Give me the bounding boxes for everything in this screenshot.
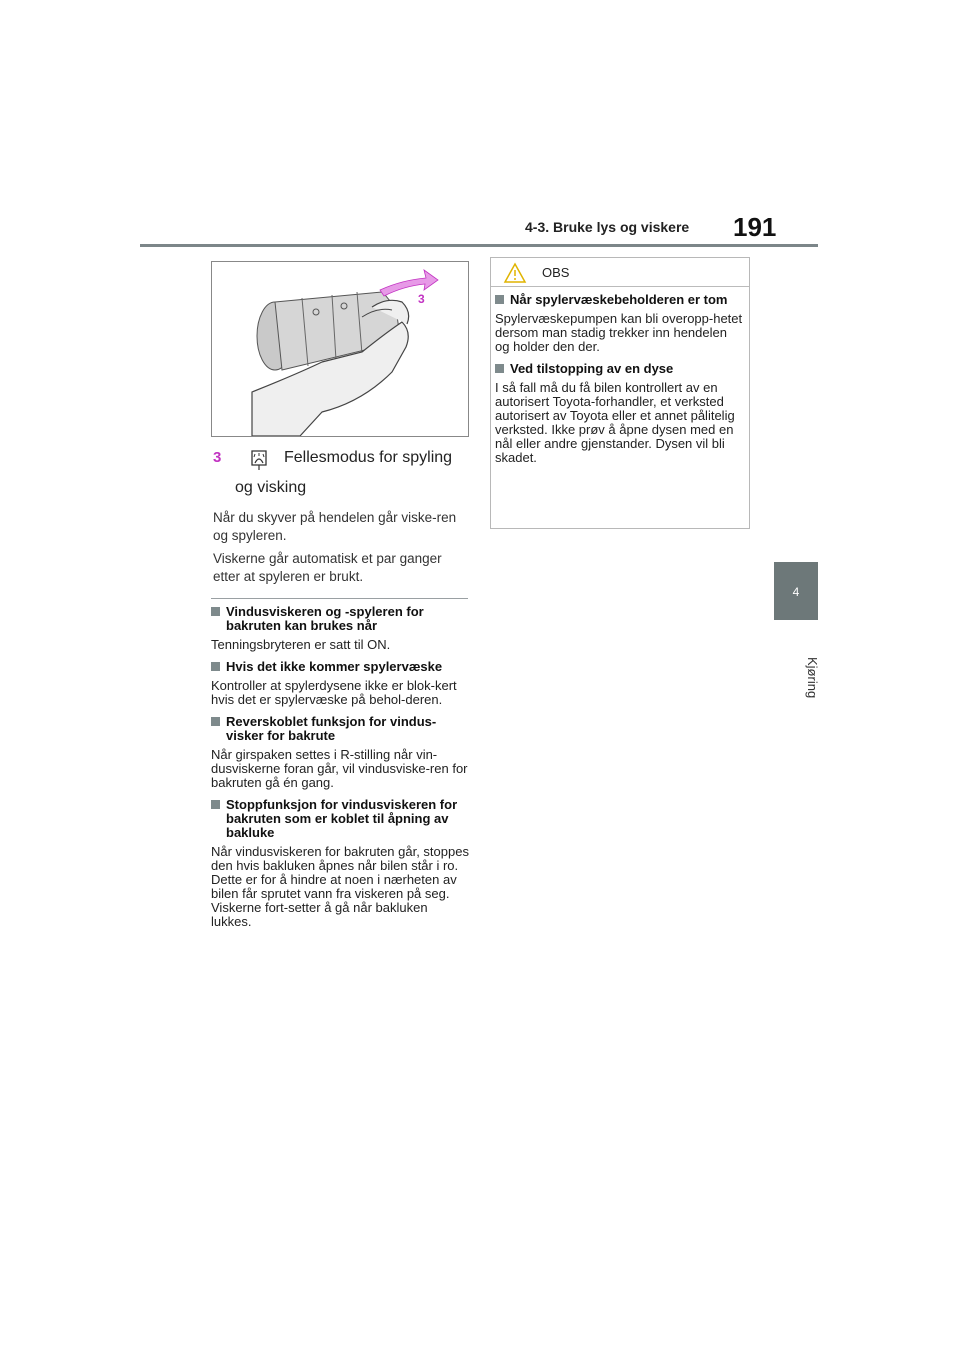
note-heading: Reverskoblet funksjon for vindus-visker for bakrute	[226, 714, 437, 743]
note-body: Når vindusviskeren for bakruten går, stoppes den hvis bakluken åpnes når bilen står i ro. Dette er for å hindre at noen i nærheten av bilen får sprutet vann fra viskeren på seg. Viskerne fort-setter å gå når bakluken lukkes.	[211, 844, 469, 929]
obs-title: OBS	[542, 265, 570, 280]
header-divider	[140, 244, 818, 247]
callout-number: 3	[418, 292, 425, 306]
page-number: 191	[733, 212, 777, 242]
obs-item	[495, 293, 743, 354]
bullet-square-icon	[211, 662, 220, 671]
warning-triangle-icon	[503, 262, 527, 284]
obs-item-heading: Når spylervæskebeholderen er tom	[510, 292, 728, 307]
note-item	[211, 660, 469, 707]
bullet-square-icon	[211, 800, 220, 809]
wiper-lever-illustration	[211, 261, 469, 437]
bullet-square-icon	[495, 364, 504, 373]
notes-list	[211, 605, 469, 937]
note-body: Tenningsbryteren er satt til ON.	[211, 637, 391, 652]
bullet-square-icon	[211, 607, 220, 616]
note-item	[211, 715, 469, 790]
note-item	[211, 798, 469, 929]
item-desc-1: Når du skyver på hendelen går viske-ren og spyleren.	[213, 510, 457, 543]
note-body: Når girspaken settes i R-stilling når vin-dusviskerne foran går, vil vindusviske-ren for bakruten gå én gang.	[211, 747, 468, 790]
lever-hand-drawing	[212, 262, 468, 436]
obs-item-body: I så fall må du få bilen kontrollert av en autorisert Toyota-forhandler, et verksted autorisert av Toyota eller et annet pålitelig verksted. Ikke prøv å åpne dysen med en nål eller andre gjenstander. Dysen vil bli skadet.	[495, 380, 735, 465]
obs-items	[495, 293, 743, 473]
note-heading: Stoppfunksjon for vindusviskeren for bakruten som er koblet til åpning av bakluke	[226, 797, 458, 840]
obs-header	[491, 258, 749, 286]
obs-divider	[491, 286, 749, 287]
item-desc-2: Viskerne går automatisk et par ganger etter at spyleren er brukt.	[213, 551, 442, 584]
obs-warning-box	[490, 257, 750, 529]
chapter-number: 4	[792, 585, 800, 599]
chapter-label: Kjøring	[805, 657, 820, 699]
item-number: 3	[213, 449, 222, 466]
bullet-square-icon	[495, 295, 504, 304]
section-divider	[211, 598, 468, 599]
note-item	[211, 605, 469, 652]
bullet-square-icon	[211, 717, 220, 726]
section-title: 4-3. Bruke lys og viskere	[525, 219, 690, 235]
note-heading: Vindusviskeren og -spyleren for bakruten kan brukes når	[226, 604, 424, 633]
obs-item-heading: Ved tilstopping av en dyse	[510, 361, 674, 376]
note-heading: Hvis det ikke kommer spylervæske	[226, 659, 443, 674]
item-title-line-2: og visking	[235, 479, 307, 496]
wiper-washer-icon	[250, 449, 268, 471]
chapter-tab[interactable]	[774, 562, 818, 620]
obs-item-body: Spylervæskepumpen kan bli overopp-hetet dersom man stadig trekker inn hendelen og holder den der.	[495, 311, 743, 354]
obs-item	[495, 362, 743, 465]
item-title: Fellesmodus for spyling	[284, 449, 453, 466]
note-body: Kontroller at spylerdysene ikke er blok-kert hvis det er spylervæske på behol-deren.	[211, 678, 457, 707]
